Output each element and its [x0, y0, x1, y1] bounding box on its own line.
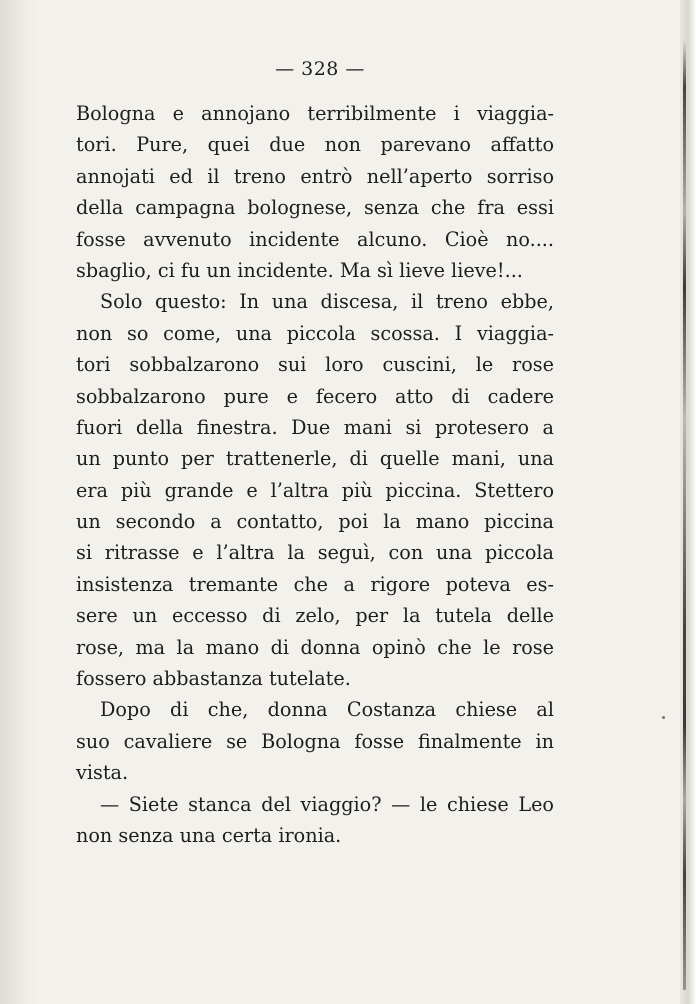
paragraph-start: — Siete stanca del viaggio? — le chiese Leo [100, 792, 554, 816]
text-line: suo cavaliere se Bologna fosse finalmente in [76, 729, 554, 753]
text-line: sere un eccesso di zelo, per la tutela delle [76, 604, 554, 628]
text-line: sobbalzarono pure e fecero atto di cadere [76, 384, 554, 408]
text-line: tori sobbalzarono sui loro cuscini, le rose [76, 353, 554, 377]
text-line: annojati ed il treno entrò nell’aperto sorriso [76, 164, 554, 188]
text-line: insistenza tremante che a rigore poteva es- [76, 572, 554, 596]
text-line: sbaglio, ci fu un incidente. Ma sì lieve lieve!... [76, 258, 523, 282]
body-text [76, 98, 554, 851]
text-line: non so come, una piccola scossa. I viaggia- [76, 321, 554, 345]
binding-shadow [683, 40, 686, 990]
text-line: si ritrasse e l’altra la seguì, con una piccola [76, 541, 554, 565]
text-line: rose, ma la mano di donna opinò che le rose [76, 635, 554, 659]
page-number: — 328 — [275, 58, 365, 80]
text-line: Bologna e annojano terribilmente i viaggia- [76, 102, 554, 125]
paragraph-start: Dopo di che, donna Costanza chiese al [100, 698, 554, 722]
text-line: un punto per trattenerle, di quelle mani, una [76, 447, 554, 471]
text-line: un secondo a contatto, poi la mano piccina [76, 510, 554, 534]
text-line: vista. [76, 761, 129, 785]
text-line: era più grande e l’altra più piccina. Stettero [76, 478, 554, 502]
paragraph-start: Solo questo: In una discesa, il treno ebbe, [100, 290, 554, 314]
paper-speck [662, 716, 665, 719]
text-line: fosse avvenuto incidente alcuno. Cioè no.... [76, 227, 554, 251]
text-line: fuori della finestra. Due mani si protesero a [76, 415, 554, 439]
text-line: non senza una certa ironia. [76, 823, 342, 847]
text-line: tori. Pure, quei due non parevano affatto [76, 133, 554, 157]
text-line: della campagna bolognese, senza che fra essi [76, 196, 554, 220]
text-line: fossero abbastanza tutelate. [76, 667, 351, 691]
